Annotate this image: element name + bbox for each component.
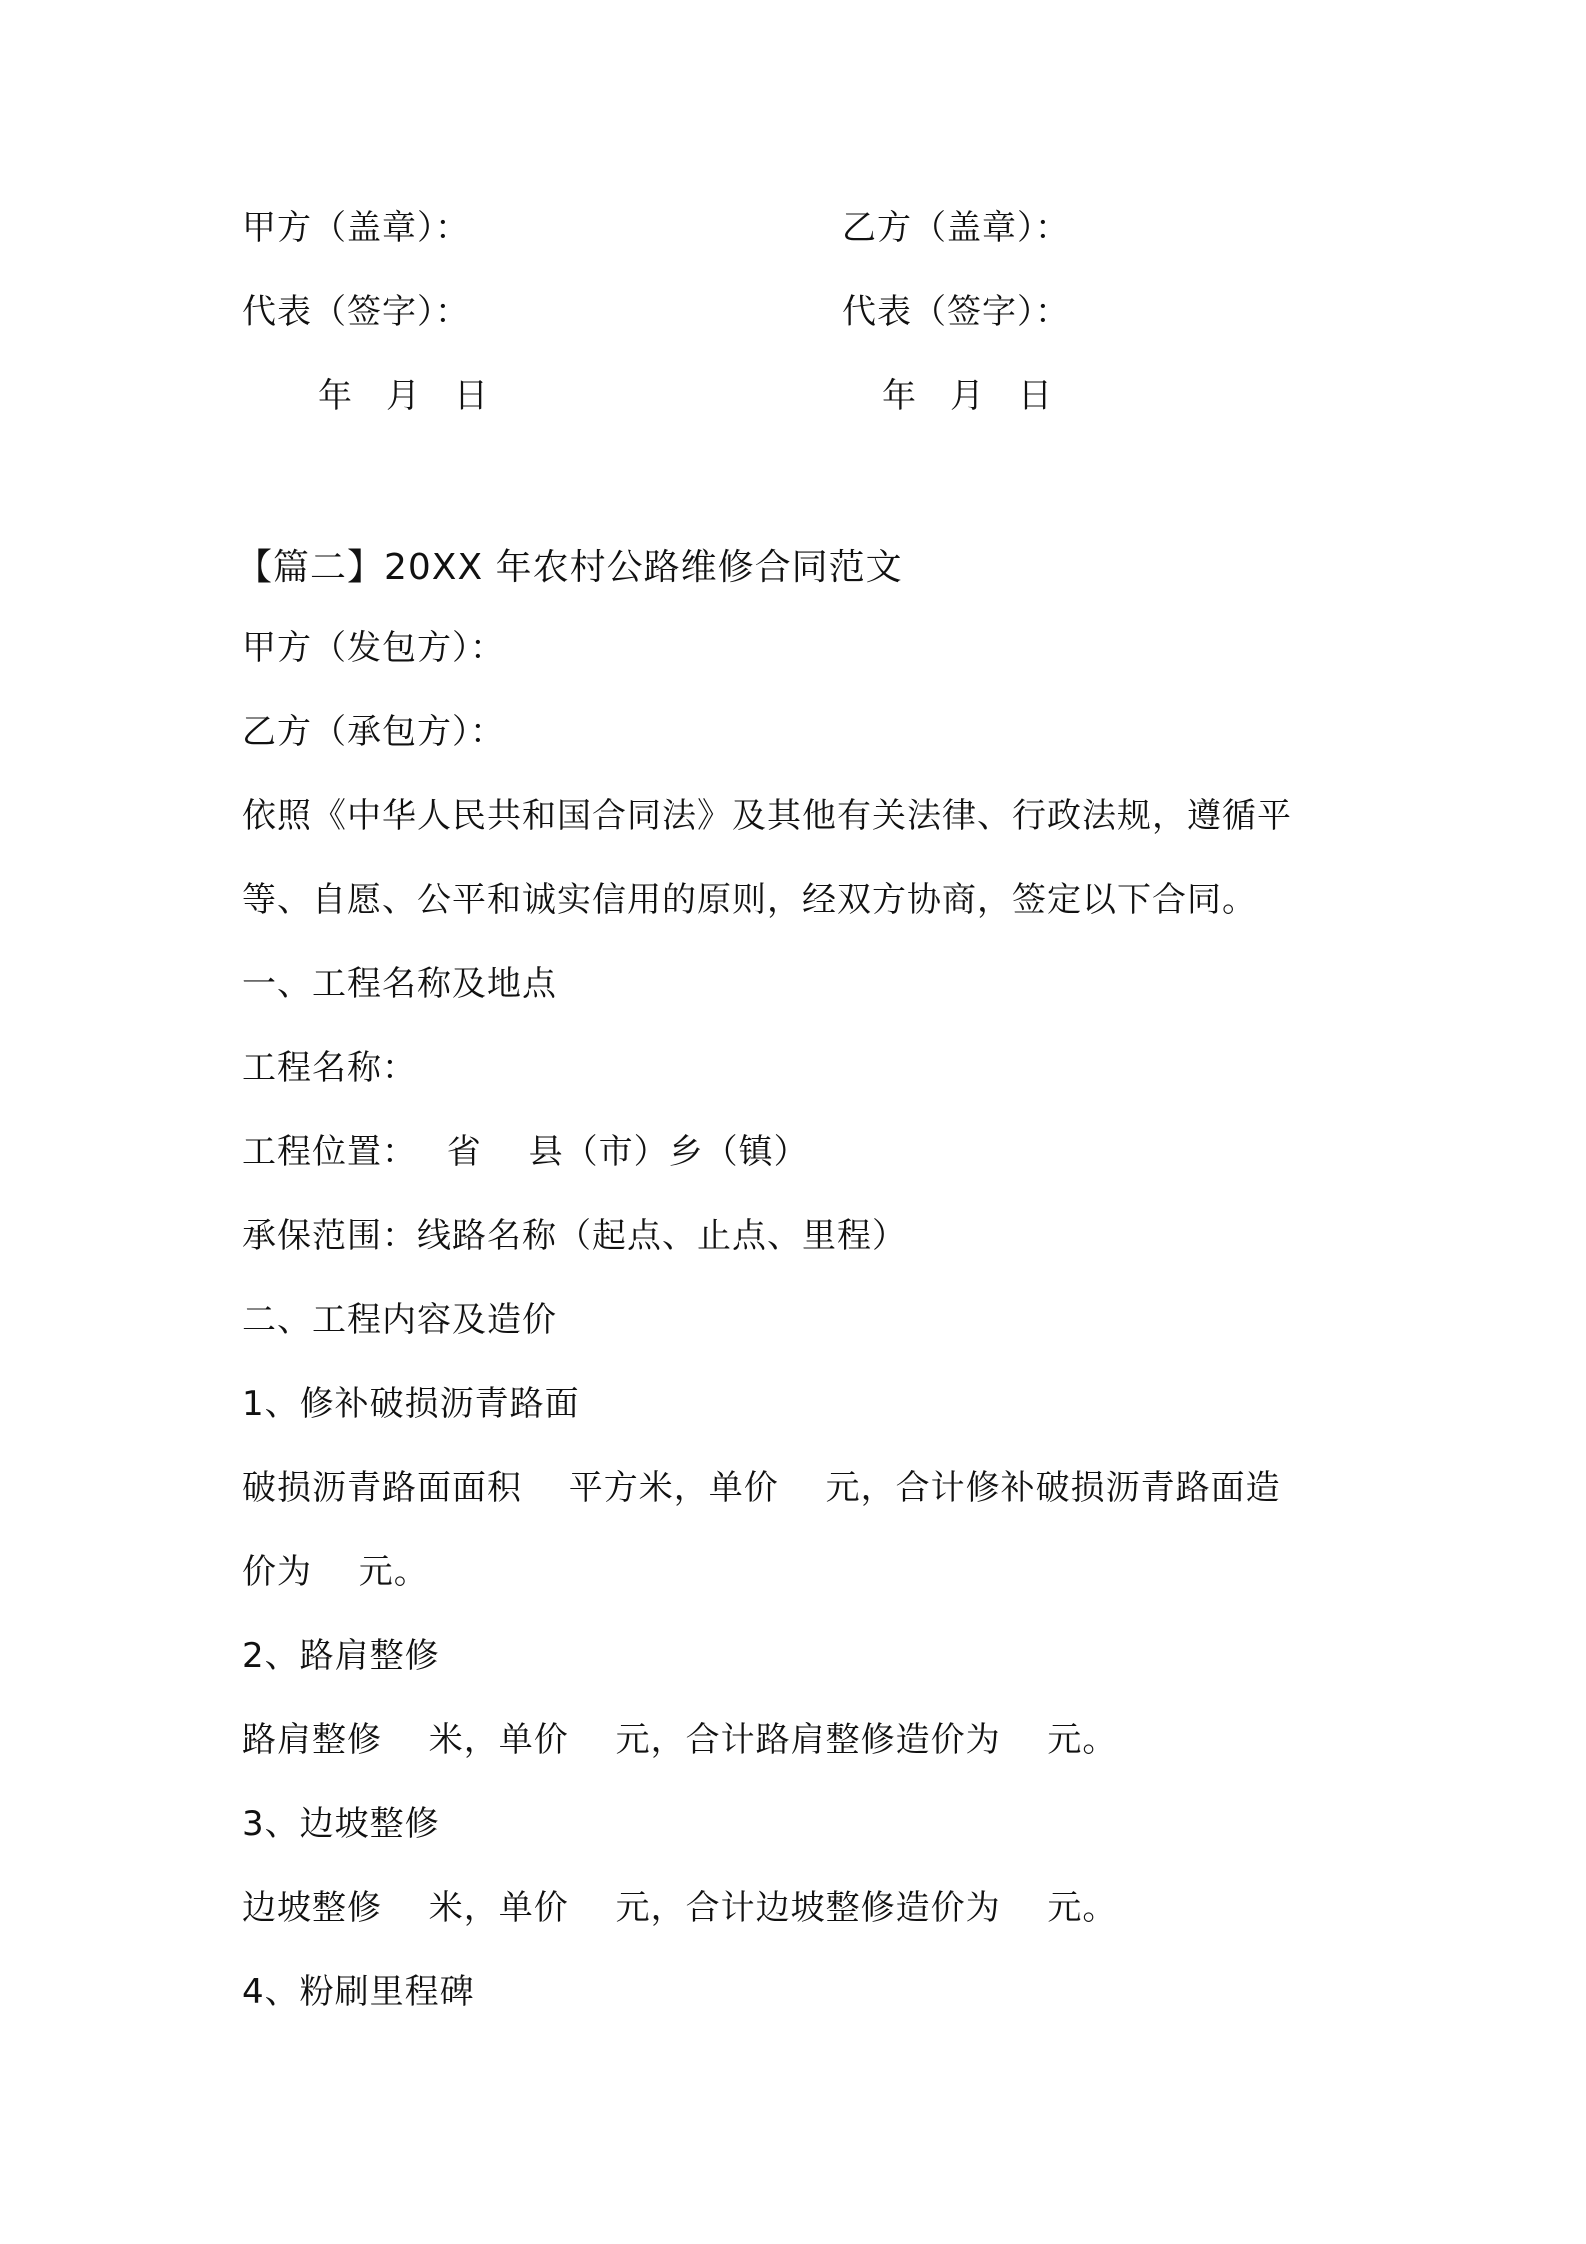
section-2-heading: 二、工程内容及造价: [242, 1300, 557, 1340]
item-1-line-1: 破损沥青路面面积 平方米，单价 元，合计修补破损沥青路面造: [242, 1468, 1281, 1508]
contract-title: 【篇二】20XX 年农村公路维修合同范文: [236, 547, 903, 588]
party-a-label: 甲方（发包方）：: [242, 628, 505, 668]
item-3-line: 边坡整修 米，单价 元，合计边坡整修造价为 元。: [242, 1888, 1118, 1928]
item-1-line-2: 价为 元。: [242, 1552, 429, 1592]
party-b-rep-label: 代表（签字）：: [842, 292, 1070, 332]
item-4-heading: 4、粉刷里程碑: [242, 1972, 475, 2012]
project-name-label: 工程名称：: [242, 1048, 417, 1088]
project-location-line: 工程位置： 省 县（市）乡（镇）: [242, 1132, 809, 1172]
party-b-label: 乙方（承包方）：: [242, 712, 505, 752]
intro-paragraph-line-2: 等、自愿、公平和诚实信用的原则，经双方协商，签定以下合同。: [242, 880, 1257, 920]
item-2-heading: 2、路肩整修: [242, 1636, 440, 1676]
party-a-seal-label: 甲方（盖章）：: [242, 208, 470, 248]
intro-paragraph-line-1: 依照《中华人民共和国合同法》及其他有关法律、行政法规，遵循平: [242, 796, 1292, 836]
party-a-rep-label: 代表（签字）：: [242, 292, 470, 332]
party-a-date: 年 月 日: [318, 376, 488, 416]
item-3-heading: 3、边坡整修: [242, 1804, 440, 1844]
party-b-date: 年 月 日: [882, 376, 1052, 416]
section-1-heading: 一、工程名称及地点: [242, 964, 557, 1004]
item-1-heading: 1、修补破损沥青路面: [242, 1384, 580, 1424]
party-b-seal-label: 乙方（盖章）：: [842, 208, 1070, 248]
scope-line: 承保范围：线路名称（起点、止点、里程）: [242, 1216, 907, 1256]
item-2-line: 路肩整修 米，单价 元，合计路肩整修造价为 元。: [242, 1720, 1118, 1760]
